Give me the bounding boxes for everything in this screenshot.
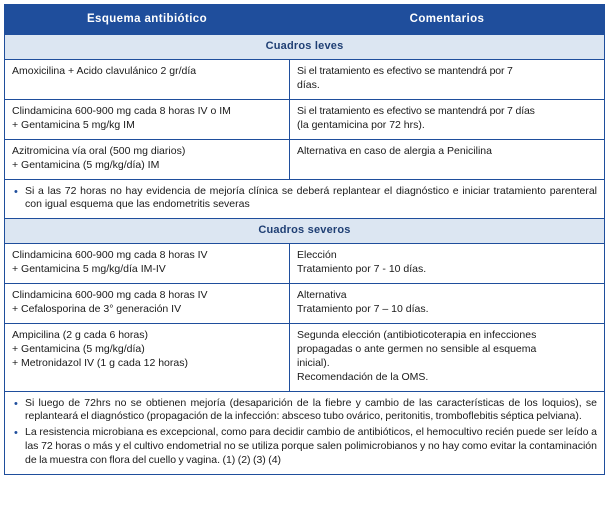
column-header-comments: Comentarios xyxy=(290,5,605,35)
scheme-cell xyxy=(5,323,290,391)
comment-line: Si el tratamiento es efectivo se mantendrá por 7 xyxy=(297,64,513,77)
scheme-line: Clindamicina 600-900 mg cada 8 horas IV xyxy=(12,248,208,261)
table-header-row xyxy=(5,5,605,35)
note-cell xyxy=(5,391,605,474)
section-band-mild xyxy=(5,35,605,60)
table-row xyxy=(5,323,605,391)
table-row xyxy=(5,139,605,179)
note-row-mild xyxy=(5,179,605,219)
scheme-line: Ampicilina (2 g cada 6 horas) xyxy=(12,328,148,341)
column-header-scheme: Esquema antibiótico xyxy=(5,5,290,35)
section-band-label-mild: Cuadros leves xyxy=(5,35,605,60)
comment-line: Segunda elección (antibioticoterapia en infecciones xyxy=(297,328,537,341)
comments-cell xyxy=(290,243,605,283)
comment-line: días. xyxy=(297,78,320,91)
note-cell xyxy=(5,179,605,219)
scheme-line: + Gentamicina (5 mg/kg/día) xyxy=(12,342,145,355)
note-bullet-list xyxy=(12,185,597,213)
scheme-line: + Gentamicina (5 mg/kg/día) IM xyxy=(12,158,160,171)
note-bullet: • Si a las 72 horas no hay evidencia de mejoría clínica se deberá replantear el diagnóstico e iniciar tratamiento parenteral con igual esquema que las endometritis severas xyxy=(12,185,597,213)
scheme-line: + Gentamicina 5 mg/kg/día IM-IV xyxy=(12,262,166,275)
antibiotic-scheme-table xyxy=(4,4,605,475)
scheme-line: Clindamicina 600-900 mg cada 8 horas IV o IM xyxy=(12,104,231,117)
table-row xyxy=(5,243,605,283)
section-band-severe xyxy=(5,219,605,244)
note-bullet: • La resistencia microbiana es excepcional, como para decidir cambio de antibióticos, el hemocultivo recién puede ser leído a las 72 horas o más y el cultivo endometrial no se utiliza porque salen polimicrobianos y no hay como evitar la contaminación de la muestra con flora del cuello y vagina. (1) (2) (3) (4) xyxy=(12,426,597,468)
table-row xyxy=(5,283,605,323)
comment-line: Alternativa xyxy=(297,288,347,301)
scheme-line: + Cefalosporina de 3° generación IV xyxy=(12,302,182,315)
comments-cell xyxy=(290,283,605,323)
scheme-cell xyxy=(5,99,290,139)
comments-cell xyxy=(290,59,605,99)
comments-cell xyxy=(290,323,605,391)
comments-cell xyxy=(290,139,605,179)
scheme-line: Azitromicina vía oral (500 mg diarios) xyxy=(12,144,186,157)
comment-line: (la gentamicina por 72 hrs). xyxy=(297,118,425,131)
scheme-cell xyxy=(5,243,290,283)
scheme-line: + Metronidazol IV (1 g cada 12 horas) xyxy=(12,356,188,369)
table-row xyxy=(5,99,605,139)
table-row xyxy=(5,59,605,99)
comment-line: Elección xyxy=(297,248,337,261)
comment-line: Alternativa en caso de alergia a Penicilina xyxy=(297,144,492,157)
comment-line: Recomendación de la OMS. xyxy=(297,370,429,383)
note-bullet: • Si luego de 72hrs no se obtienen mejoría (desaparición de la fiebre y cambio de las características de los loquios), se replanteará el diagnóstico (propagación de la infección: absceso tubo ovárico, peritonitis, tromboflebitis séptica pelviana). xyxy=(12,397,597,425)
comment-line: Tratamiento por 7 - 10 días. xyxy=(297,262,427,275)
comment-line: inicial). xyxy=(297,356,330,369)
scheme-line: Amoxicilina + Acido clavulánico 2 gr/día xyxy=(12,64,197,77)
scheme-cell xyxy=(5,283,290,323)
note-row-severe xyxy=(5,391,605,474)
comments-cell xyxy=(290,99,605,139)
scheme-line: Clindamicina 600-900 mg cada 8 horas IV xyxy=(12,288,208,301)
section-band-label-severe: Cuadros severos xyxy=(5,219,605,244)
scheme-cell xyxy=(5,59,290,99)
scheme-cell xyxy=(5,139,290,179)
note-bullet-list xyxy=(12,397,597,468)
comment-line: propagadas o ante germen no sensible al esquema xyxy=(297,342,537,355)
scheme-line: + Gentamicina 5 mg/kg IM xyxy=(12,118,135,131)
comment-line: Tratamiento por 7 – 10 días. xyxy=(297,302,429,315)
comment-line: Si el tratamiento es efectivo se mantendrá por 7 días xyxy=(297,104,535,117)
